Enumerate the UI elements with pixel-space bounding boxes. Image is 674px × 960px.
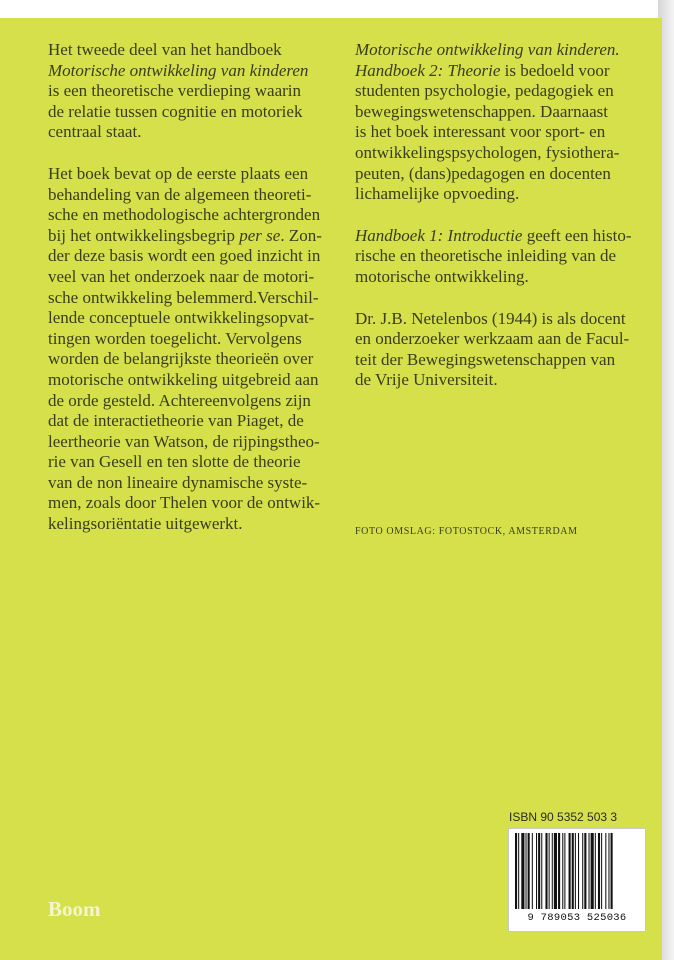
barcode-bar xyxy=(526,833,527,909)
barcode-bar xyxy=(598,833,600,909)
right-column xyxy=(355,40,645,391)
barcode-bar xyxy=(545,833,547,909)
barcode-bar xyxy=(608,833,609,909)
author-paragraph: Dr. J.B. Netelenbos (1944) is als docent en onderzoeker werkzaam aan de Facul- teit der Bewegingswetenschappen van de Vrije Universiteit. xyxy=(355,308,630,390)
barcode-bar xyxy=(528,833,530,909)
barcode-bar xyxy=(589,833,590,909)
barcode-bars xyxy=(513,833,641,911)
barcode-bar xyxy=(515,833,517,909)
handbook-1-paragraph: Handboek 1: Introductie geeft een histo- rische en theoretische inleiding van de motorische ontwikkeling. xyxy=(355,225,632,286)
barcode-bar xyxy=(584,833,586,909)
barcode-bar xyxy=(564,833,565,909)
barcode-bar xyxy=(549,833,550,909)
photo-credit: FOTO OMSLAG: FOTOSTOCK, AMSTERDAM xyxy=(355,526,578,537)
barcode-bar xyxy=(521,833,524,909)
left-column xyxy=(48,40,348,535)
barcode-bar xyxy=(536,833,537,909)
barcode-bar xyxy=(611,833,613,909)
barcode-bar xyxy=(541,833,542,909)
barcode-bar xyxy=(518,833,519,909)
barcode-bar xyxy=(532,833,533,909)
barcode-digits: 9 789053 525036 xyxy=(527,912,627,924)
barcode-bar xyxy=(582,833,583,909)
audience-paragraph: Motorische ontwikkeling van kinderen. Handboek 2: Theorie is bedoeld voor studenten psychologie, pedagogiek en bewegingswetenschappen. Daarnaast is het boek interessant voor sport- en ontwikkelingspsychologen, fysiothera- peuten, (dans)pedagogen en docenten lichamelijke opvoeding. xyxy=(355,40,620,204)
barcode-bar xyxy=(558,833,560,909)
barcode xyxy=(508,828,646,932)
barcode-bar xyxy=(569,833,571,909)
barcode-bar xyxy=(591,833,594,909)
barcode-bar xyxy=(552,833,553,909)
barcode-bar xyxy=(578,833,579,909)
barcode-bar xyxy=(575,833,576,909)
barcode-bar xyxy=(605,833,606,909)
barcode-bar xyxy=(601,833,602,909)
isbn-label: ISBN 90 5352 503 3 xyxy=(509,810,618,824)
barcode-bar xyxy=(554,833,557,909)
barcode-bar xyxy=(538,833,540,909)
publisher-logo: Boom xyxy=(48,897,101,921)
barcode-bar xyxy=(572,833,574,909)
barcode-bar xyxy=(562,833,563,909)
blurb-paragraph-2: Het boek bevat op de eerste plaats een behandeling van de algemeen theoreti- sche en methodologische achtergronden bij het ontwikkelingsbegrip per se. Zon- der deze basis wordt een goed inzicht in veel van het onderzoek naar de motori- sche ontwikkeling belemmerd.Verschil- lende conceptuele ontwikkelingsopvat- tingen worden toegelicht. Vervolgens worden de belangrijkste theorieën over motorische ontwikkeling uitgebreid aan de orde gesteld. Achtereenvolgens zijn dat de interactietheorie van Piaget, de leertheorie van Watson, de rijpingstheo- rie van Gesell en ten slotte de theorie van de non lineaire dynamische syste- men, zoals door Thelen voor de ontwik- kelingsoriëntatie uitgewerkt. xyxy=(48,163,322,534)
barcode-bar xyxy=(595,833,596,909)
blurb-paragraph-1: Het tweede deel van het handboek Motorische ontwikkeling van kinderen is een theoretische verdieping waarin de relatie tussen cognitie en motoriek centraal staat. xyxy=(48,40,309,142)
